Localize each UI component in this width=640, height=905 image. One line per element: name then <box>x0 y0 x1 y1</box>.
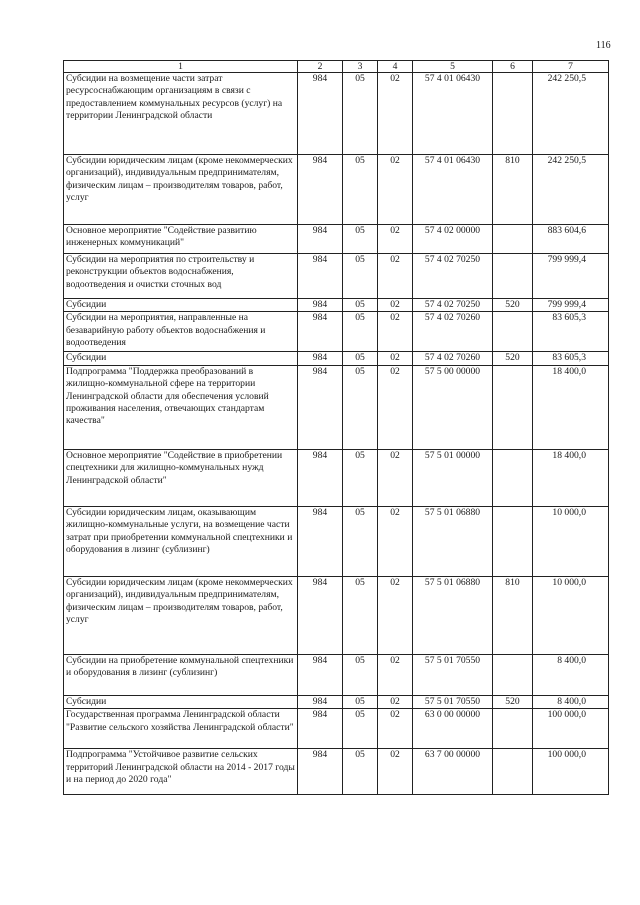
table-row <box>64 506 609 576</box>
row-cell-4: 02 <box>378 365 413 449</box>
row-cell-5: 57 5 01 06880 <box>413 506 493 576</box>
row-cell-3: 05 <box>343 365 378 449</box>
table-row <box>64 299 609 312</box>
row-cell-6 <box>493 506 533 576</box>
row-cell-7: 799 999,4 <box>533 299 609 312</box>
row-cell-6 <box>493 749 533 795</box>
row-cell-5: 57 4 02 70250 <box>413 254 493 299</box>
row-cell-6: 810 <box>493 576 533 654</box>
row-cell-4: 02 <box>378 695 413 708</box>
row-cell-3: 05 <box>343 654 378 695</box>
row-name-cell: Субсидии на приобретение коммунальной спецтехники и оборудования в лизинг (сублизинг) <box>64 654 298 695</box>
col-header: 6 <box>493 61 533 73</box>
table-row <box>64 73 609 155</box>
row-cell-7: 883 604,6 <box>533 225 609 254</box>
row-cell-2: 984 <box>298 312 343 352</box>
row-name-cell: Субсидии <box>64 695 298 708</box>
row-name-cell: Субсидии юридическим лицам (кроме некоммерческих организаций), индивидуальным предпринимателям, физическим лицам – производителям товаров, работ, услуг <box>64 155 298 225</box>
table-row <box>64 576 609 654</box>
row-cell-2: 984 <box>298 352 343 365</box>
row-cell-2: 984 <box>298 749 343 795</box>
row-cell-4: 02 <box>378 449 413 506</box>
row-cell-3: 05 <box>343 299 378 312</box>
row-cell-5: 57 5 01 06880 <box>413 576 493 654</box>
row-cell-4: 02 <box>378 312 413 352</box>
row-name-cell: Субсидии на мероприятия по строительству и реконструкции объектов водоснабжения, водоотведения и очистки сточных вод <box>64 254 298 299</box>
col-header: 1 <box>64 61 298 73</box>
row-cell-3: 05 <box>343 576 378 654</box>
table-row <box>64 254 609 299</box>
row-cell-6 <box>493 654 533 695</box>
col-header: 4 <box>378 61 413 73</box>
table-row <box>64 352 609 365</box>
row-cell-5: 57 5 01 70550 <box>413 654 493 695</box>
row-cell-4: 02 <box>378 749 413 795</box>
row-cell-7: 10 000,0 <box>533 576 609 654</box>
row-name-cell: Субсидии юридическим лицам, оказывающим жилищно-коммунальные услуги, на возмещение части затрат при приобретении коммунальной спецтехники и оборудования в лизинг (сублизинг) <box>64 506 298 576</box>
row-name-cell: Подпрограмма "Устойчивое развитие сельских территорий Ленинградской области на 2014 - 2017 годы и на период до 2020 года" <box>64 749 298 795</box>
row-cell-4: 02 <box>378 299 413 312</box>
row-cell-3: 05 <box>343 695 378 708</box>
row-cell-5: 63 7 00 00000 <box>413 749 493 795</box>
row-cell-4: 02 <box>378 155 413 225</box>
row-cell-6 <box>493 225 533 254</box>
row-cell-6 <box>493 73 533 155</box>
row-name-cell: Субсидии <box>64 352 298 365</box>
table-row <box>64 312 609 352</box>
row-cell-4: 02 <box>378 576 413 654</box>
col-header: 5 <box>413 61 493 73</box>
row-cell-5: 57 5 01 00000 <box>413 449 493 506</box>
row-name-cell: Основное мероприятие "Содействие развитию инженерных коммуникаций" <box>64 225 298 254</box>
row-cell-7: 799 999,4 <box>533 254 609 299</box>
row-cell-3: 05 <box>343 709 378 749</box>
table-row <box>64 749 609 795</box>
row-cell-4: 02 <box>378 225 413 254</box>
row-cell-2: 984 <box>298 225 343 254</box>
table-row <box>64 365 609 449</box>
row-cell-4: 02 <box>378 709 413 749</box>
row-cell-7: 8 400,0 <box>533 654 609 695</box>
row-name-cell: Основное мероприятие "Содействие в приобретении спецтехники для жилищно-коммунальных нужд Ленинградской области" <box>64 449 298 506</box>
row-cell-5: 57 4 02 00000 <box>413 225 493 254</box>
table-row <box>64 155 609 225</box>
row-cell-6 <box>493 709 533 749</box>
row-cell-5: 57 4 01 06430 <box>413 155 493 225</box>
row-cell-7: 242 250,5 <box>533 155 609 225</box>
row-name-cell: Субсидии <box>64 299 298 312</box>
row-cell-5: 57 5 01 70550 <box>413 695 493 708</box>
row-cell-5: 57 4 01 06430 <box>413 73 493 155</box>
row-cell-4: 02 <box>378 654 413 695</box>
row-cell-7: 83 605,3 <box>533 352 609 365</box>
row-cell-2: 984 <box>298 73 343 155</box>
budget-table <box>63 60 609 795</box>
col-header: 2 <box>298 61 343 73</box>
row-cell-4: 02 <box>378 73 413 155</box>
row-cell-7: 18 400,0 <box>533 449 609 506</box>
row-cell-7: 10 000,0 <box>533 506 609 576</box>
row-cell-3: 05 <box>343 225 378 254</box>
row-cell-4: 02 <box>378 352 413 365</box>
row-name-cell: Подпрограмма "Поддержка преобразований в жилищно-коммунальной сфере на территории Ленинградской области для обеспечения условий проживания населения, отвечающих стандартам качества" <box>64 365 298 449</box>
table-row <box>64 709 609 749</box>
page-number: 116 <box>596 40 611 51</box>
row-cell-2: 984 <box>298 709 343 749</box>
row-cell-6 <box>493 449 533 506</box>
row-cell-2: 984 <box>298 506 343 576</box>
col-header: 7 <box>533 61 609 73</box>
row-cell-4: 02 <box>378 254 413 299</box>
row-cell-2: 984 <box>298 449 343 506</box>
row-cell-2: 984 <box>298 654 343 695</box>
row-name-cell: Субсидии на возмещение части затрат ресурсоснабжающим организациям в связи с предоставлением коммунальных ресурсов (услуг) на территории Ленинградской области <box>64 73 298 155</box>
row-cell-5: 63 0 00 00000 <box>413 709 493 749</box>
row-cell-2: 984 <box>298 365 343 449</box>
row-cell-3: 05 <box>343 254 378 299</box>
row-name-cell: Субсидии юридическим лицам (кроме некоммерческих организаций), индивидуальным предпринимателям, физическим лицам – производителям товаров, работ, услуг <box>64 576 298 654</box>
row-cell-6 <box>493 254 533 299</box>
row-cell-4: 02 <box>378 506 413 576</box>
table-row <box>64 225 609 254</box>
row-cell-6 <box>493 365 533 449</box>
row-cell-6: 520 <box>493 695 533 708</box>
row-cell-3: 05 <box>343 312 378 352</box>
table-row <box>64 449 609 506</box>
row-cell-3: 05 <box>343 749 378 795</box>
row-name-cell: Государственная программа Ленинградской области "Развитие сельского хозяйства Ленинградской области" <box>64 709 298 749</box>
row-cell-3: 05 <box>343 155 378 225</box>
row-cell-5: 57 4 02 70260 <box>413 352 493 365</box>
row-cell-7: 18 400,0 <box>533 365 609 449</box>
row-cell-2: 984 <box>298 254 343 299</box>
table-row <box>64 654 609 695</box>
row-cell-3: 05 <box>343 449 378 506</box>
row-cell-6 <box>493 312 533 352</box>
row-cell-7: 83 605,3 <box>533 312 609 352</box>
row-cell-2: 984 <box>298 155 343 225</box>
row-name-cell: Субсидии на мероприятия, направленные на безаварийную работу объектов водоснабжения и водоотведения <box>64 312 298 352</box>
row-cell-5: 57 4 02 70260 <box>413 312 493 352</box>
row-cell-5: 57 5 00 00000 <box>413 365 493 449</box>
row-cell-3: 05 <box>343 506 378 576</box>
table-row <box>64 695 609 708</box>
col-header: 3 <box>343 61 378 73</box>
header-row <box>64 61 609 73</box>
row-cell-2: 984 <box>298 695 343 708</box>
row-cell-3: 05 <box>343 73 378 155</box>
row-cell-3: 05 <box>343 352 378 365</box>
row-cell-7: 100 000,0 <box>533 749 609 795</box>
row-cell-6: 810 <box>493 155 533 225</box>
row-cell-7: 100 000,0 <box>533 709 609 749</box>
row-cell-6: 520 <box>493 352 533 365</box>
row-cell-5: 57 4 02 70250 <box>413 299 493 312</box>
row-cell-2: 984 <box>298 576 343 654</box>
row-cell-2: 984 <box>298 299 343 312</box>
row-cell-6: 520 <box>493 299 533 312</box>
row-cell-7: 242 250,5 <box>533 73 609 155</box>
row-cell-7: 8 400,0 <box>533 695 609 708</box>
